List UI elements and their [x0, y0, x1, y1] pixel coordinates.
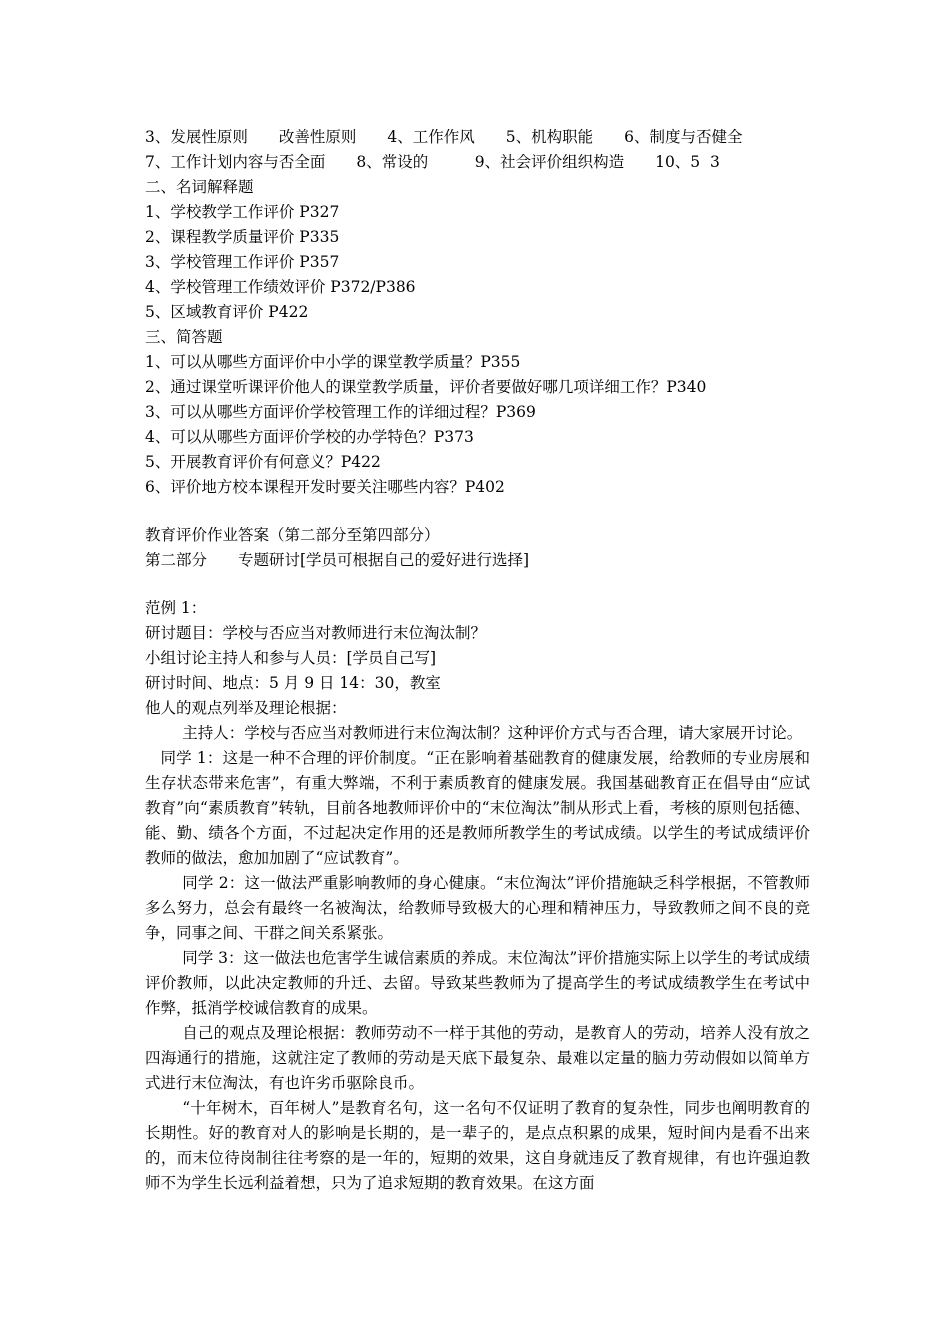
- list-item: 2、课程教学质量评价 P335: [145, 228, 340, 246]
- document-title: 教育评价作业答案（第二部分至第四部分）: [145, 526, 440, 544]
- blank-line: [145, 500, 810, 523]
- paragraph-own-view: 自己的观点及理论根据：教师劳动不一样于其他的劳动，是教育人的劳动，培养人没有放之四海通行的措施，这就注定了教师的劳动是天底下最复杂、最难以定量的脑力劳动假如以简单方式进行末位淘汰，有也许劣币驱除良币。: [145, 1024, 810, 1092]
- paragraph-student-1: 同学 1：这是一种不合理的评价制度。“正在影响着基础教育的健康发展，给教师的专业房展和生存状态带来危害”，有重大弊端，不利于素质教育的健康发展。我国基础教育正在倡导由“应试教育”向“素质教育”转轨，目前各地教师评价中的“末位淘汰”制从形式上看，考核的原则包括德、能、勤、绩各个方面，不过起决定作用的还是教师所教学生的考试成绩。以学生的考试成绩评价教师的做法，愈加加剧了“应试教育”。: [145, 749, 810, 867]
- section-heading: 二、名词解释题: [145, 178, 254, 196]
- text-line: 小组讨论主持人和参与人员：[学员自己写]: [145, 649, 437, 667]
- paragraph-student-2: 同学 2：这一做法严重影响教师的身心健康。“末位淘汰”评价措施缺乏科学根据，不管教师多么努力，总会有最终一名被淘汰，给教师导致极大的心理和精神压力，导致教师之间不良的竞争，同事之间、干群之间关系紧张。: [145, 874, 810, 942]
- text-line: 研讨题目：学校与否应当对教师进行末位淘汰制？: [145, 624, 487, 642]
- text-line: 7、工作计划内容与否全面 8、常设的 9、社会评价组织构造 10、5 3: [145, 153, 720, 171]
- example-heading: 范例 1：: [145, 599, 207, 617]
- list-item: 2、通过课堂听课评价他人的课堂教学质量，评价者要做好哪几项详细工作？P340: [145, 378, 707, 396]
- list-item: 5、开展教育评价有何意义？P422: [145, 453, 381, 471]
- list-item: 1、学校教学工作评价 P327: [145, 203, 340, 221]
- paragraph-host: 主持人：学校与否应当对教师进行末位淘汰制？这种评价方式与否合理，请大家展开讨论。: [182, 724, 803, 742]
- list-item: 1、可以从哪些方面评价中小学的课堂教学质量？P355: [145, 353, 521, 371]
- text-line: 3、发展性原则 改善性原则 4、工作作风 5、机构职能 6、制度与否健全: [145, 128, 743, 146]
- list-item: 3、学校管理工作评价 P357: [145, 253, 340, 271]
- paragraph-student-3: 同学 3：这一做法也危害学生诚信素质的养成。末位淘汰”评价措施实际上以学生的考试成绩评价教师，以此决定教师的升迁、去留。导致某些教师为了提高学生的考试成绩教学生在考试中作弊，抵消学校诚信教育的成果。: [145, 949, 810, 1017]
- text-line: 他人的观点列举及理论根据：: [145, 699, 347, 717]
- list-item: 4、学校管理工作绩效评价 P372/P386: [145, 278, 416, 296]
- part-heading: 第二部分 专题研讨[学员可根据自己的爱好进行选择]: [145, 551, 530, 569]
- text-line: 研讨时间、地点：5 月 9 日 14：30，教室: [145, 674, 441, 692]
- section-heading: 三、简答题: [145, 328, 223, 346]
- blank-line: [145, 573, 810, 596]
- paragraph-proverb: “十年树木，百年树人”是教育名句，这一名句不仅证明了教育的复杂性，同步也阐明教育的长期性。好的教育对人的影响是长期的，是一辈子的，是点点积累的成果，短时间内是看不出来的，而末位待岗制往往考察的是一年的，短期的效果，这自身就违反了教育规律，有也许强迫教师不为学生长远利益着想，只为了追求短期的教育效果。在这方面: [145, 1099, 810, 1192]
- list-item: 6、评价地方校本课程开发时要关注哪些内容？P402: [145, 478, 505, 496]
- document-body: [145, 125, 810, 1196]
- list-item: 5、区域教育评价 P422: [145, 303, 309, 321]
- list-item: 4、可以从哪些方面评价学校的办学特色？P373: [145, 428, 474, 446]
- list-item: 3、可以从哪些方面评价学校管理工作的详细过程？P369: [145, 403, 536, 421]
